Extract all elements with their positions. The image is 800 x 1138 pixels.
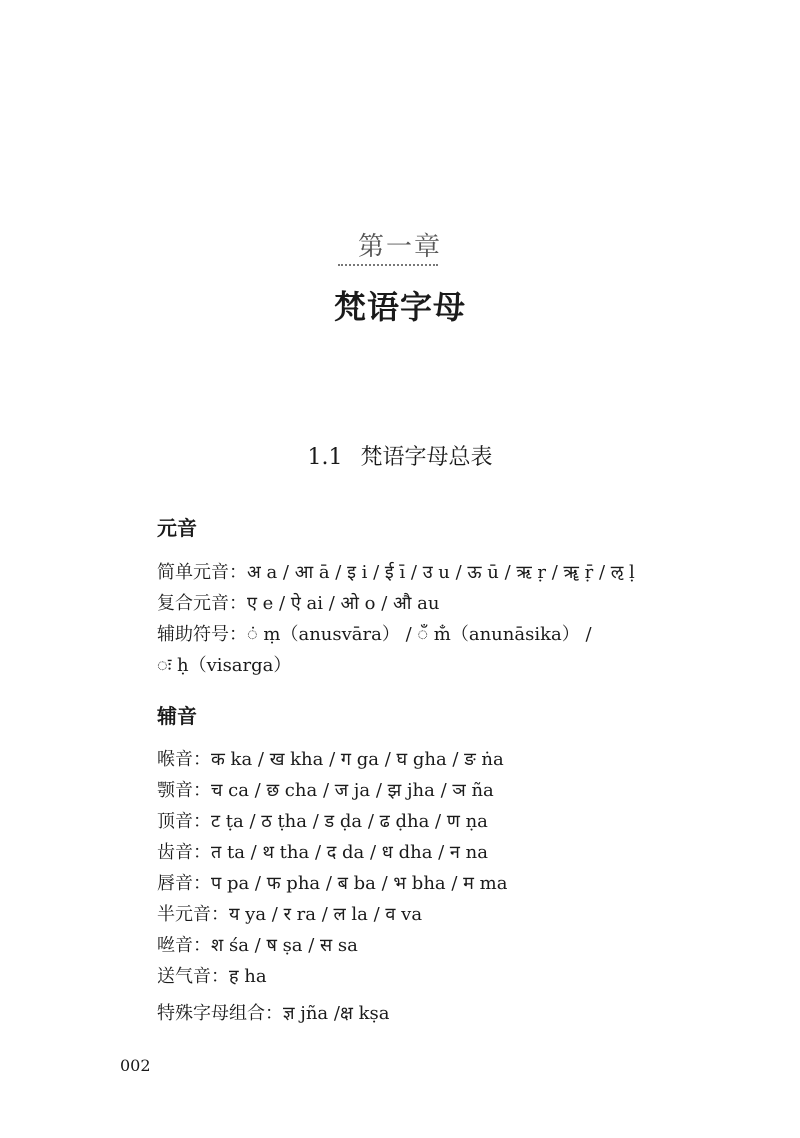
row-label: 颚音： [157,780,211,801]
page-number: 002 [120,1056,151,1075]
chapter-label: 第一章 [357,232,442,262]
vowel-row-auxiliary [157,622,592,648]
row-content: ं ṃ（anusvāra） / ँ m̐（anunāsika） / [247,624,592,645]
row-content: अ a / आ ā / इ i / ई ī / उ u / ऊ ū / ऋ ṛ / ॠ ṝ / ऌ ḷ [247,562,635,583]
row-label: 特殊字母组合： [157,1003,283,1024]
section-title-text: 梵语字母总表 [360,445,493,470]
section-title [0,440,800,471]
consonants-heading: 辅音 [157,704,197,728]
vowel-row-simple [157,560,635,586]
vowel-row-compound [157,591,439,617]
row-content: प pa / फ pha / ब ba / भ bha / म ma [211,873,508,894]
row-label: 唇音： [157,873,211,894]
row-content: च ca / छ cha / ज ja / झ jha / ञ ña [211,780,494,801]
row-label: 送气音： [157,966,229,987]
consonant-row-retroflex [157,809,488,835]
row-label: 齿音： [157,842,211,863]
chapter-divider [338,264,438,266]
row-label: 咝音： [157,935,211,956]
consonant-row-dental [157,840,488,866]
consonant-row-palatal [157,778,494,804]
consonant-row-sibilant [157,933,358,959]
row-content: ए e / ऐ ai / ओ o / औ au [247,593,440,614]
section-number: 1.1 [307,445,343,470]
row-content: य ya / र ra / ल la / व va [229,904,423,925]
consonant-row-semivowel [157,902,422,928]
consonant-row-velar [157,747,504,773]
consonant-row-labial [157,871,507,897]
row-label: 半元音： [157,904,229,925]
row-label: 顶音： [157,811,211,832]
row-label: 喉音： [157,749,211,770]
row-content: ज्ञ jña /क्ष kṣa [283,1003,390,1024]
row-label: 辅助符号： [157,624,247,645]
vowels-heading: 元音 [157,516,197,540]
row-content: ह ha [229,966,267,987]
row-content: ः ḥ（visarga） [157,655,292,676]
row-content: श śa / ष ṣa / स sa [211,935,358,956]
consonant-row-special [157,1001,389,1027]
row-content: त ta / थ tha / द da / ध dha / न na [211,842,488,863]
row-label: 复合元音： [157,593,247,614]
row-content: क ka / ख kha / ग ga / घ gha / ङ ṅa [211,749,504,770]
consonant-row-aspirate [157,964,267,990]
row-label: 简单元音： [157,562,247,583]
vowel-row-auxiliary-cont [157,653,291,679]
chapter-title: 梵语字母 [333,288,466,326]
row-content: ट ṭa / ठ ṭha / ड ḍa / ढ ḍha / ण ṇa [211,811,488,832]
